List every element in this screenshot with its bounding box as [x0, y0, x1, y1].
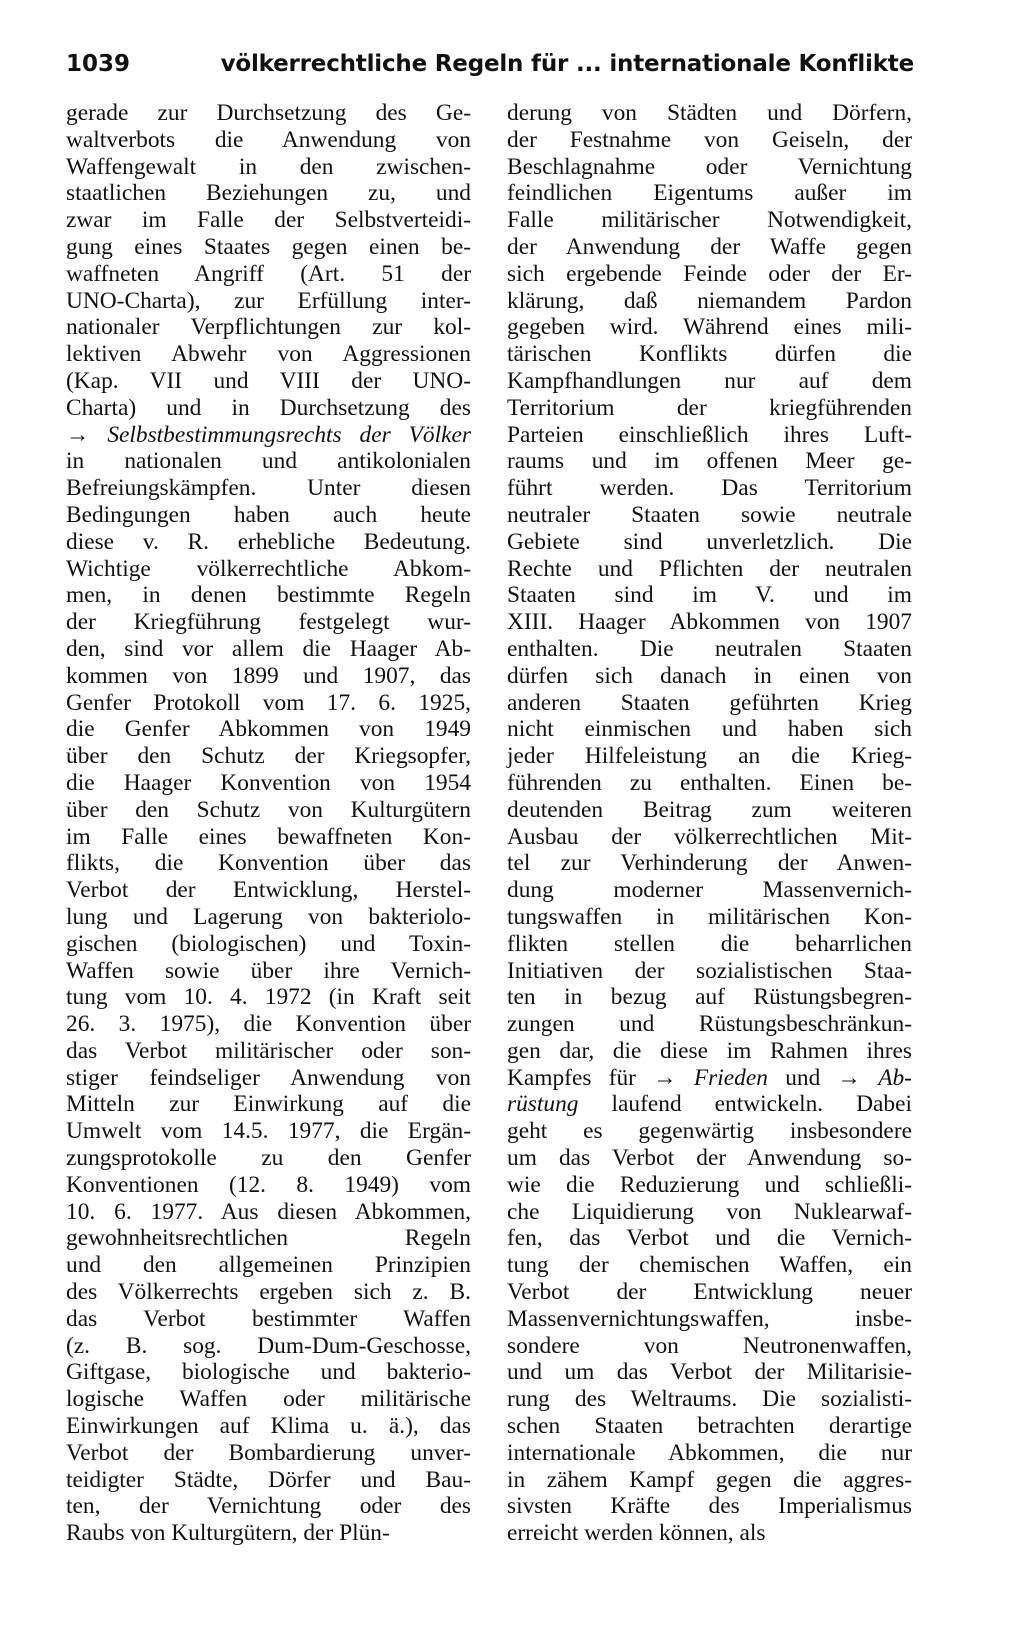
running-head: völkerrechtliche Regeln für ... internationale Konflikte — [220, 51, 914, 77]
text-line: führt werden. Das Territorium — [507, 475, 912, 502]
text-line: derung von Städten und Dörfern, — [507, 100, 912, 126]
text-line: zungsprotokolle zu den Genfer — [66, 1145, 471, 1172]
text-line: waltverbots die Anwendung von — [66, 126, 471, 153]
text-line: lektiven Abwehr von Aggressionen — [66, 341, 471, 368]
text-line: kommen von 1899 und 1907, das — [66, 662, 471, 689]
text-line: des Völkerrechts ergeben sich z. B. — [66, 1279, 471, 1306]
text-line: über den Schutz von Kulturgütern — [66, 796, 471, 823]
text-line: tärischen Konflikts dürfen die — [507, 341, 912, 368]
text-line: XIII. Haager Abkommen von 1907 — [507, 609, 912, 636]
text-line: Umwelt vom 14.5. 1977, die Ergän- — [66, 1118, 471, 1145]
text-line: Raubs von Kulturgütern, der Plün- — [66, 1520, 390, 1547]
text-line: enthalten. Die neutralen Staaten — [507, 635, 912, 662]
text-line: feindlichen Eigentums außer im — [507, 180, 912, 207]
text-line: Konventionen (12. 8. 1949) vom — [66, 1171, 471, 1198]
text-line: führenden zu enthalten. Einen be- — [507, 769, 912, 796]
text-line: tung der chemischen Waffen, ein — [507, 1252, 912, 1279]
text-line: Verbot der Entwicklung neuer — [507, 1279, 912, 1306]
text-line: nationaler Verpflichtungen zur kol- — [66, 314, 471, 341]
text-line: schen Staaten betrachten derartige — [507, 1413, 912, 1440]
text-line: raums und im offenen Meer ge- — [507, 448, 912, 475]
text-line: Ausbau der völkerrechtlichen Mit- — [507, 823, 912, 850]
text-line: in zähem Kampf gegen die aggres- — [507, 1466, 912, 1493]
text-line: (z. B. sog. Dum-Dum-Geschosse, — [66, 1332, 471, 1359]
text-line: (Kap. VII und VIII der UNO- — [66, 367, 471, 394]
text-line: Kampfes für → Frieden und → Ab- — [507, 1064, 912, 1091]
text-line: dürfen sich danach in einen von — [507, 662, 912, 689]
text-line: rüstung laufend entwickeln. Dabei — [507, 1091, 912, 1118]
text-line: das Verbot bestimmter Waffen — [66, 1305, 471, 1332]
text-line: jeder Hilfeleistung an die Krieg- — [507, 743, 912, 770]
text-line: anderen Staaten geführten Krieg — [507, 689, 912, 716]
text-line: 10. 6. 1977. Aus diesen Abkommen, — [66, 1198, 471, 1225]
text-line: tungswaffen in militärischen Kon- — [507, 903, 912, 930]
text-line: lung und Lagerung von bakteriolo- — [66, 903, 471, 930]
text-line: zwar im Falle der Selbstverteidi- — [66, 207, 471, 234]
text-line: Gebiete sind unverletzlich. Die — [507, 528, 912, 555]
text-line: die Haager Konvention von 1954 — [66, 769, 471, 796]
text-line: ten in bezug auf Rüstungsbegren- — [507, 984, 912, 1011]
page-number: 1039 — [66, 51, 131, 77]
text-line: 26. 3. 1975), die Konvention über — [66, 1011, 471, 1038]
text-line: Genfer Protokoll vom 17. 6. 1925, — [66, 689, 471, 716]
text-line: sondere von Neutronenwaffen, — [507, 1332, 912, 1359]
text-line: im Falle eines bewaffneten Kon- — [66, 823, 471, 850]
text-line: sivsten Kräfte des Imperialismus — [507, 1493, 912, 1520]
text-line: neutraler Staaten sowie neutrale — [507, 501, 912, 528]
text-line: ten, der Vernichtung oder des — [66, 1493, 471, 1520]
text-line: Charta) und in Durchsetzung des — [66, 394, 471, 421]
text-line: nicht einmischen und haben sich — [507, 716, 912, 743]
text-line: Parteien einschließlich ihres Luft- — [507, 421, 912, 448]
text-line: gewohnheitsrechtlichen Regeln — [66, 1225, 471, 1252]
text-line: Giftgase, biologische und bakterio- — [66, 1359, 471, 1386]
text-line: sich ergebende Feinde oder der Er- — [507, 260, 912, 287]
text-line: Falle militärischer Notwendigkeit, — [507, 207, 912, 234]
text-line: dung moderner Massenvernich- — [507, 877, 912, 904]
text-line: Einwirkungen auf Klima u. ä.), das — [66, 1413, 471, 1440]
text-line: gerade zur Durchsetzung des Ge- — [66, 100, 471, 126]
text-line: Verbot der Bombardierung unver- — [66, 1439, 471, 1466]
text-line: Waffengewalt in den zwischen- — [66, 153, 471, 180]
text-line: Verbot der Entwicklung, Herstel- — [66, 877, 471, 904]
text-line: der Kriegführung festgelegt wur- — [66, 609, 471, 636]
text-line: internationale Abkommen, die nur — [507, 1439, 912, 1466]
text-line: über den Schutz der Kriegsopfer, — [66, 743, 471, 770]
text-line: stiger feindseliger Anwendung von — [66, 1064, 471, 1091]
text-line: che Liquidierung von Nuklearwaf- — [507, 1198, 912, 1225]
text-line: den, sind vor allem die Haager Ab- — [66, 635, 471, 662]
text-line: die Genfer Abkommen von 1949 — [66, 716, 471, 743]
text-line: men, in denen bestimmte Regeln — [66, 582, 471, 609]
text-line: Mitteln zur Einwirkung auf die — [66, 1091, 471, 1118]
text-line: in nationalen und antikolonialen — [66, 448, 471, 475]
text-line: gung eines Staates gegen einen be- — [66, 233, 471, 260]
text-column-left — [66, 100, 471, 1547]
text-line: waffneten Angriff (Art. 51 der — [66, 260, 471, 287]
text-line: geht es gegenwärtig insbesondere — [507, 1118, 912, 1145]
text-line: deutenden Beitrag zum weiteren — [507, 796, 912, 823]
text-line: tung vom 10. 4. 1972 (in Kraft seit — [66, 984, 471, 1011]
text-line: der Anwendung der Waffe gegen — [507, 233, 912, 260]
text-line: Territorium der kriegführenden — [507, 394, 912, 421]
text-line: teidigter Städte, Dörfer und Bau- — [66, 1466, 471, 1493]
text-line: gischen (biologischen) und Toxin- — [66, 930, 471, 957]
text-line: flikts, die Konvention über das — [66, 850, 471, 877]
text-line: Beschlagnahme oder Vernichtung — [507, 153, 912, 180]
text-line: Staaten sind im V. und im — [507, 582, 912, 609]
text-line: logische Waffen oder militärische — [66, 1386, 471, 1413]
text-line: Kampfhandlungen nur auf dem — [507, 367, 912, 394]
text-line: Befreiungskämpfen. Unter diesen — [66, 475, 471, 502]
text-column-right — [507, 100, 912, 1547]
page-header — [66, 44, 914, 84]
text-line: fen, das Verbot und die Vernich- — [507, 1225, 912, 1252]
text-line: gen dar, die diese im Rahmen ihres — [507, 1037, 912, 1064]
text-line: Massenvernichtungswaffen, insbe- — [507, 1305, 912, 1332]
text-line: diese v. R. erhebliche Bedeutung. — [66, 528, 471, 555]
text-line: Waffen sowie über ihre Vernich- — [66, 957, 471, 984]
text-line: tel zur Verhinderung der Anwen- — [507, 850, 912, 877]
text-line: der Festnahme von Geiseln, der — [507, 126, 912, 153]
text-line: flikten stellen die beharrlichen — [507, 930, 912, 957]
text-line: Rechte und Pflichten der neutralen — [507, 555, 912, 582]
text-line: UNO-Charta), zur Erfüllung inter- — [66, 287, 471, 314]
text-line: erreicht werden können, als — [507, 1520, 766, 1547]
text-line: Initiativen der sozialistischen Staa- — [507, 957, 912, 984]
text-line: → Selbstbestimmungsrechts der Völker — [66, 421, 471, 448]
text-line: staatlichen Beziehungen zu, und — [66, 180, 471, 207]
text-line: wie die Reduzierung und schließli- — [507, 1171, 912, 1198]
text-line: Wichtige völkerrechtliche Abkom- — [66, 555, 471, 582]
text-line: das Verbot militärischer oder son- — [66, 1037, 471, 1064]
text-line: klärung, daß niemandem Pardon — [507, 287, 912, 314]
text-line: zungen und Rüstungsbeschränkun- — [507, 1011, 912, 1038]
text-line: rung des Weltraums. Die sozialisti- — [507, 1386, 912, 1413]
text-line: um das Verbot der Anwendung so- — [507, 1145, 912, 1172]
text-line: Bedingungen haben auch heute — [66, 501, 471, 528]
text-line: und den allgemeinen Prinzipien — [66, 1252, 471, 1279]
text-line: gegeben wird. Während eines mili- — [507, 314, 912, 341]
text-line: und um das Verbot der Militarisie- — [507, 1359, 912, 1386]
